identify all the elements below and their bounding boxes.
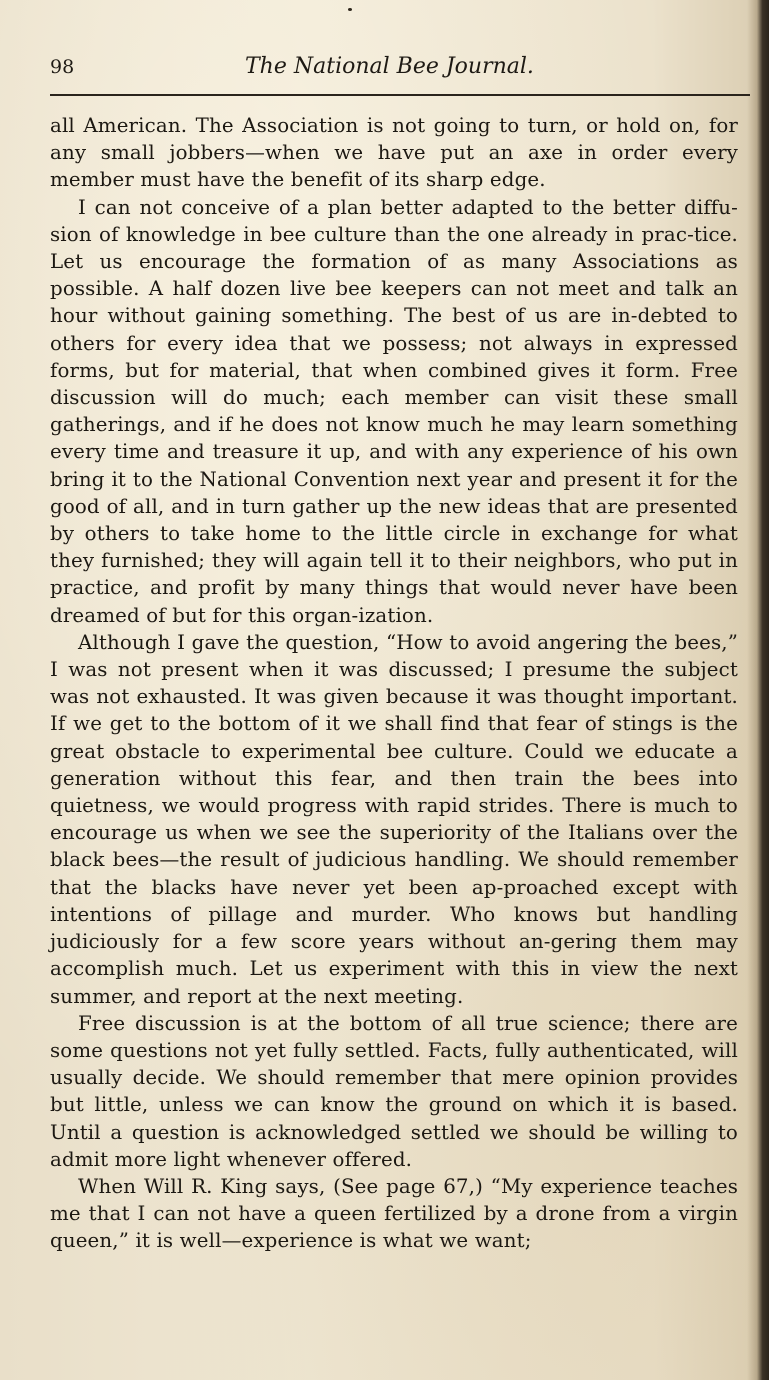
page-header bbox=[50, 56, 750, 86]
article-body bbox=[50, 112, 738, 1255]
paragraph: I can not conceive of a plan better adapted to the better diffu-sion of knowledge in bee culture than the one already in prac-tice. Let us encourage the formation of as many Associations as possible. A half dozen live bee keepers can not meet and talk an hour without gaining something. The best of us are in-debted to others for every idea that we possess; not always in expressed forms, but for material, that when combined gives it form. Free discussion will do much; each member can visit these small gatherings, and if he does not know much he may learn something every time and treasure it up, and with any experience of his own bring it to the National Convention next year and present it for the good of all, and in turn gather up the new ideas that are presented by others to take home to the little circle in exchange for what they furnished; they will again tell it to their neighbors, who put in practice, and profit by many things that would never have been dreamed of but for this organ-ization. bbox=[50, 195, 738, 627]
paragraph: all American. The Association is not going to turn, or hold on, for any small jobbers—when we have put an axe in order every member must have the benefit of its sharp edge. bbox=[50, 114, 738, 192]
running-title: The National Bee Journal. bbox=[245, 54, 534, 79]
ink-speck bbox=[348, 8, 352, 11]
header-rule bbox=[50, 94, 750, 96]
page-number: 98 bbox=[50, 56, 75, 78]
page-binding-edge bbox=[747, 0, 769, 1380]
paragraph: Although I gave the question, “How to avoid angering the bees,” I was not present when it was discussed; I presume the subject was not exhausted. It was given because it was thought important. If we get to the bottom of it we shall find that fear of stings is the great obstacle to experimental bee culture. Could we educate a generation without this fear, and then train the bees into quietness, we would progress with rapid strides. There is much to encourage us when we see the superiority of the Italians over the black bees—the result of judicious handling. We should remember that the blacks have never yet been ap-proached except with intentions of pillage and murder. Who knows but handling judiciously for a few score years without an-gering them may accomplish much. Let us experiment with this in view the next summer, and report at the next meeting. bbox=[50, 630, 738, 1008]
paragraph: Free discussion is at the bottom of all true science; there are some questions not yet fully settled. Facts, fully authenticated, will usually decide. We should remember that mere opinion provides but little, unless we can know the ground on which it is based. Until a question is acknowledged settled we should be willing to admit more light whenever offered. bbox=[50, 1011, 738, 1171]
paragraph: When Will R. King says, (See page 67,) “My experience teaches me that I can not have a queen fertilized by a drone from a virgin queen,” it is well—experience is what we want; bbox=[50, 1174, 738, 1253]
